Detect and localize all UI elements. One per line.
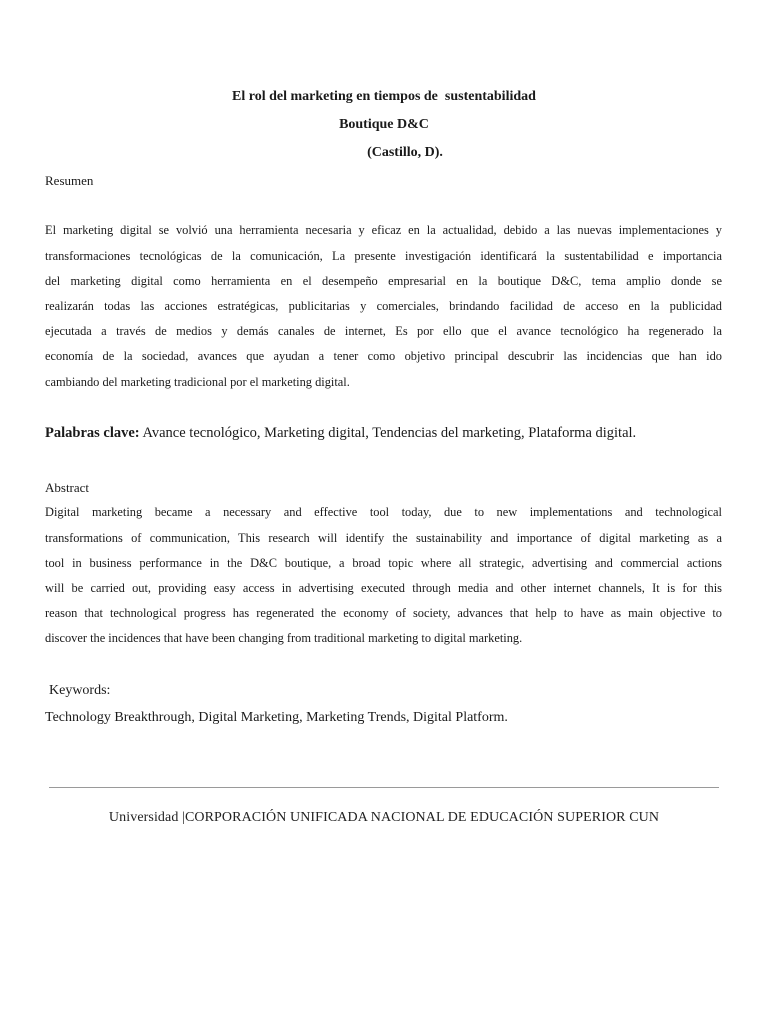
footer-university: Universidad |CORPORACIÓN UNIFICADA NACIONAL DE EDUCACIÓN SUPERIOR CUN (108, 810, 660, 825)
resumen-paragraph (45, 218, 722, 394)
paragraph-line: cambiando del marketing tradicional por el marketing digital. (45, 374, 350, 389)
paragraph-line: economía de la sociedad, avances que ayudan a tener como objetivo principal descubrir las incidencias que han ido (45, 349, 722, 364)
paragraph-line: tool in business performance in the D&C boutique, a broad topic where all strategic, advertising and commercial actions (45, 555, 722, 570)
paragraph-line: transformaciones tecnológicas de la comunicación, La presente investigación identificará la sustentabilidad e importancia (45, 248, 722, 263)
paragraph-line: reason that technological progress has regenerated the economy of society, advances that help to have as main objective to (45, 606, 722, 621)
paragraph-line: ejecutada a través de medios y demás canales de internet, Es por ello que el avance tecnológico ha regenerado la (45, 324, 722, 339)
paragraph-line: del marketing digital como herramienta en el desempeño empresarial en la boutique D&C, tema amplio donde se (45, 273, 722, 288)
document-title: El rol del marketing en tiempos de sustentabilidad (232, 89, 536, 104)
palabras-clave-line (45, 423, 722, 443)
paragraph-line: Digital marketing became a necessary and effective tool today, due to new implementations and technological (45, 505, 722, 520)
keywords-text: Technology Breakthrough, Digital Marketing, Marketing Trends, Digital Platform. (45, 710, 508, 725)
document-author: (Castillo, D). (367, 145, 443, 160)
abstract-heading: Abstract (45, 480, 90, 495)
paragraph-line: transformations of communication, This research will identify the sustainability and importance of digital marketing as a (45, 530, 722, 545)
paragraph-line: realizarán todas las acciones estratégicas, publicitarias y comerciales, brindando facilidad de acceso en la publicidad (45, 298, 722, 313)
abstract-paragraph (45, 500, 722, 651)
document-subtitle: Boutique D&C (339, 117, 429, 132)
paragraph-line: discover the incidences that have been changing from traditional marketing to digital marketing. (45, 631, 523, 646)
resumen-heading: Resumen (45, 173, 94, 188)
palabras-clave-label: Palabras clave: (45, 425, 140, 441)
palabras-clave-text: Avance tecnológico, Marketing digital, Tendencias del marketing, Plataforma digital. (139, 425, 637, 441)
footer-divider (49, 787, 719, 788)
keywords-heading: Keywords: (49, 683, 111, 698)
paragraph-line: El marketing digital se volvió una herramienta necesaria y eficaz en la actualidad, debido a las nuevas implementaciones y (45, 223, 722, 238)
paragraph-line: will be carried out, providing easy access in advertising executed through media and other internet channels, It is for this (45, 580, 722, 595)
document-header (0, 83, 768, 167)
